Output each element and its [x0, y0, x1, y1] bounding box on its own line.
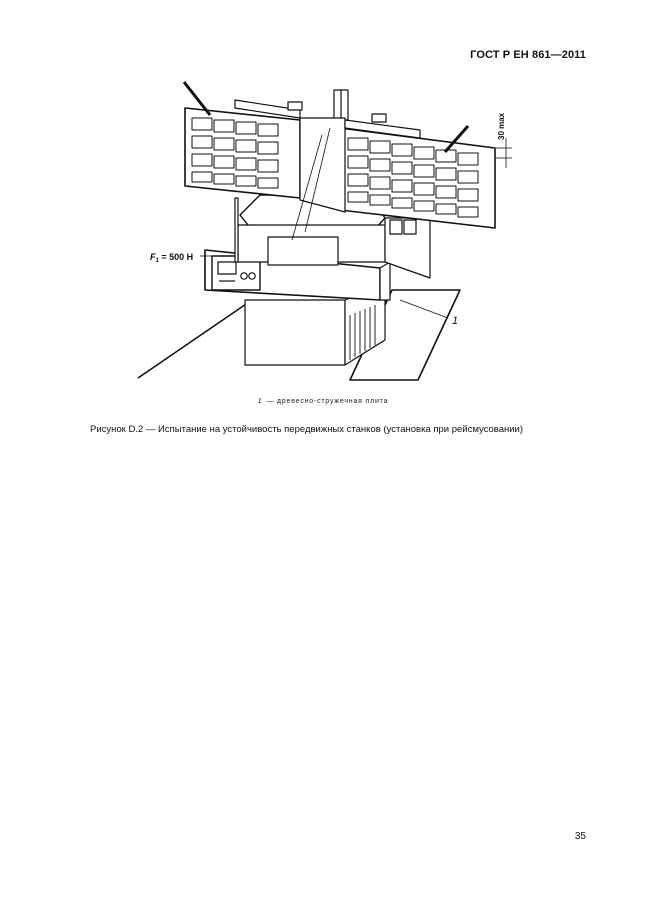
standard-number: ГОСТ Р ЕН 861—2011 [470, 49, 586, 61]
force-subscript: 1 [155, 258, 159, 264]
force-label [150, 252, 193, 264]
legend-number: 1 [257, 398, 263, 405]
force-value: = 500 Н [158, 252, 194, 262]
page-number: 35 [574, 831, 586, 842]
figure-legend [0, 398, 646, 405]
callout-number: 1 [452, 315, 459, 327]
legend-text: — древесно-стружечная плита [266, 398, 389, 405]
machine-stability-test-drawing [130, 76, 530, 386]
force-line [138, 300, 252, 378]
machine-base [245, 300, 345, 365]
figure-caption: Рисунок D.2 — Испытание на устойчивость передвижных станков (установка при рейсмусовании) [90, 424, 524, 435]
force-symbol: F [150, 252, 156, 262]
dimension-label: 30 max [497, 112, 506, 140]
